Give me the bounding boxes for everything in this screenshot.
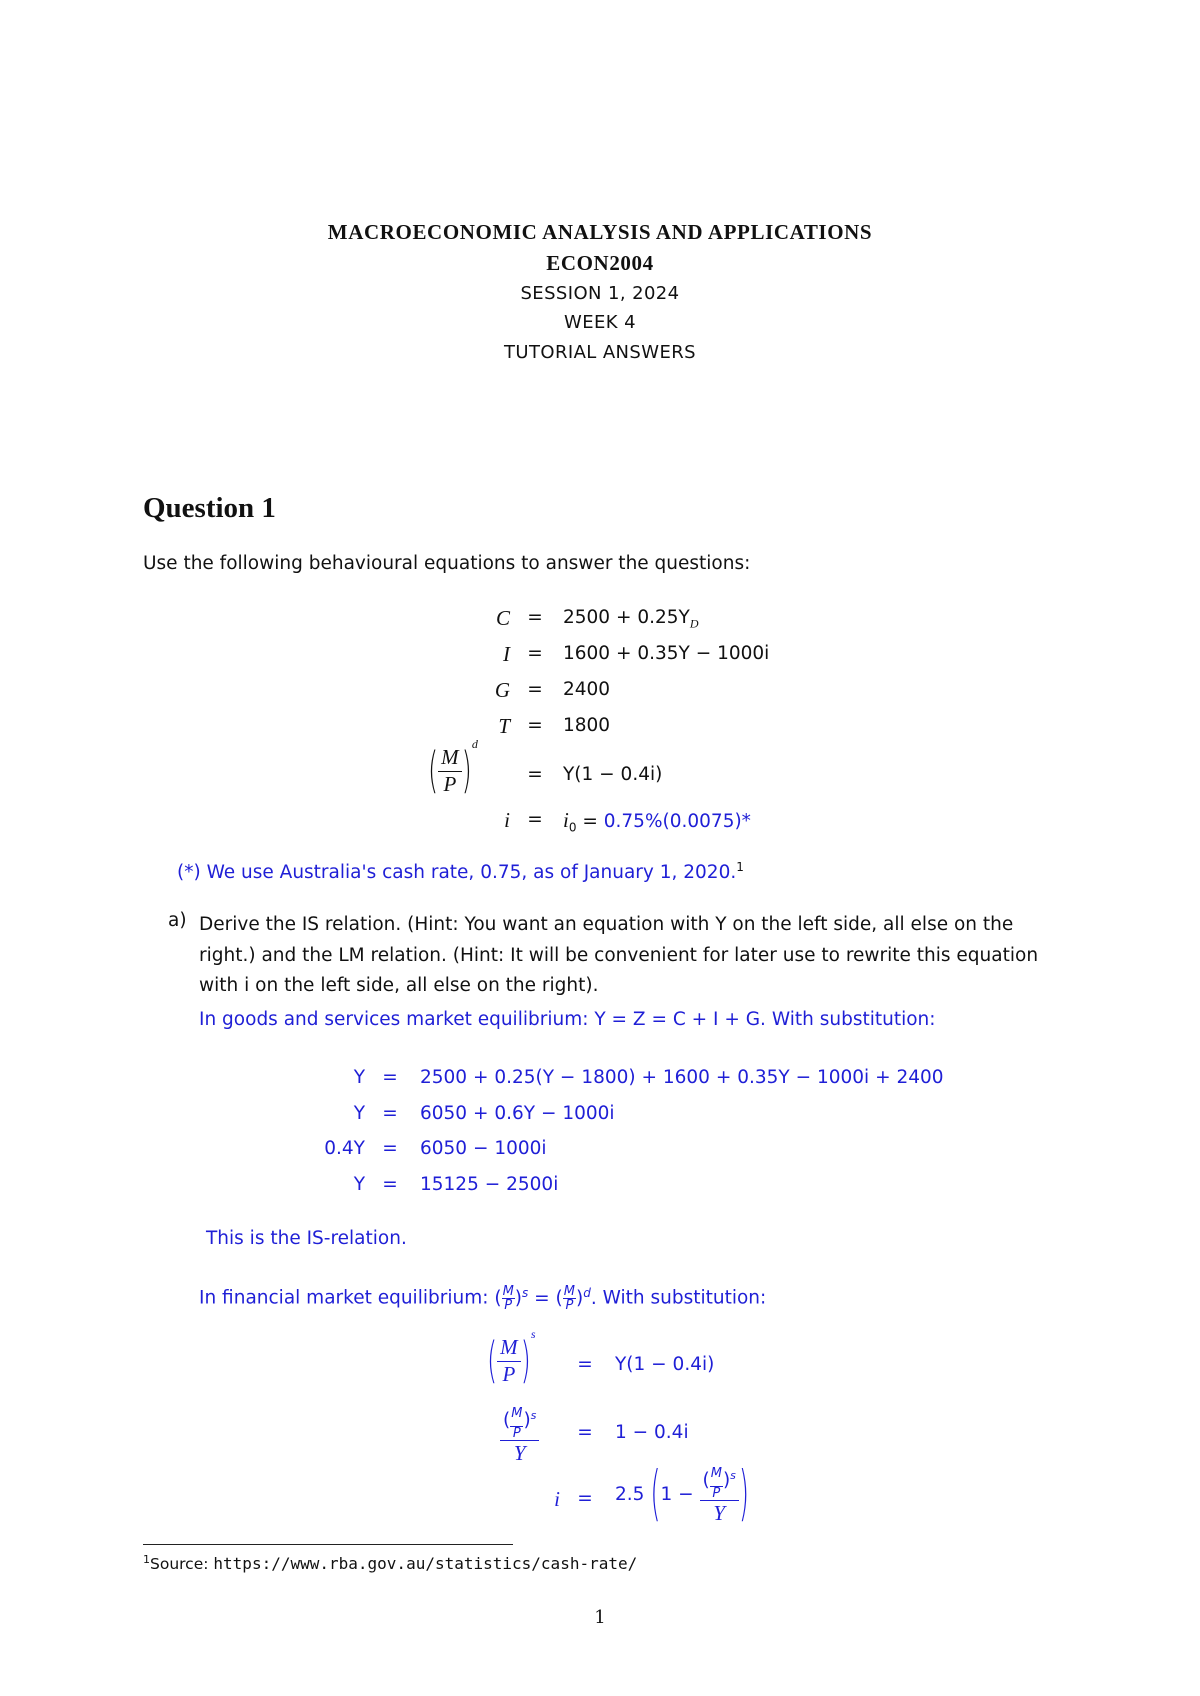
rate-value: 0.75%(0.0075)* — [603, 811, 751, 832]
is-note: This is the IS-relation. — [206, 1228, 407, 1249]
question-title: Question 1 — [143, 492, 276, 524]
c-lhs: C — [495, 606, 510, 630]
goods-market-intro: In goods and services market equilibrium: Y = Z = C + I + G. With substitution: — [199, 1009, 936, 1030]
session-label: SESSION 1, 2024 — [520, 283, 680, 304]
c-rhs: 2500 + 0.25Y — [563, 607, 690, 628]
course-title: MACROECONOMIC ANALYSIS AND APPLICATIONS — [327, 220, 873, 244]
is-step-2-rhs: 6050 + 0.6Y − 1000i — [420, 1103, 615, 1124]
money-demand-lhs: ( $\frac{M}{P}$ )$^d$ — [428, 736, 478, 800]
is-step-3-lhs: 0.4Y — [324, 1138, 365, 1159]
i-rhs: 1600 + 0.35Y − 1000i — [563, 643, 770, 664]
is-step-4-rhs: 15125 − 2500i — [420, 1174, 559, 1195]
lm-coefficient: 2.5 — [615, 1484, 645, 1505]
md-rhs: Y(1 − 0.4i) — [563, 764, 663, 785]
page-number: 1 — [594, 1607, 606, 1628]
i-lhs: I — [503, 642, 510, 666]
cash-rate-note: (*) We use Australia's cash rate, 0.75, as of January 1, 2020. — [177, 862, 737, 884]
week-label: WEEK 4 — [564, 312, 636, 333]
lm-step-2-lhs: ( $\frac{M}{P})^s$ Y — [500, 1402, 539, 1467]
lm-step-1-rhs: Y(1 − 0.4i) — [615, 1354, 715, 1375]
is-step-1-lhs: Y — [353, 1067, 365, 1088]
footnote: $^1$Source: https://www.rba.gov.au/statistics/cash-rate/ — [143, 1553, 638, 1574]
fin-intro-text: In financial market equilibrium: — [199, 1287, 489, 1309]
course-code: ECON2004 — [546, 251, 654, 275]
t-lhs: T — [498, 714, 510, 738]
rate-rhs: i — [563, 808, 569, 832]
lm-step-1-lhs: ( $\frac{M}{P}$ )$^s$ — [487, 1326, 536, 1390]
footnote-url[interactable]: https://www.rba.gov.au/statistics/cash-rate/ — [213, 1554, 638, 1574]
is-step-4-lhs: Y — [353, 1174, 365, 1195]
financial-market-intro: In financial market equilibrium: ( $\frac{M}{P})^s$ = ( $\frac{M}{P})^d$. With substitution: — [199, 1284, 767, 1313]
footnote-label: Source: — [150, 1555, 209, 1574]
t-rhs: 1800 — [563, 715, 611, 736]
lm-step-2-rhs: 1 − 0.4i — [615, 1422, 689, 1443]
is-step-1-rhs: 2500 + 0.25(Y − 1800) + 1600 + 0.35Y − 1000i + 2400 — [420, 1067, 944, 1088]
part-a-label: a) — [168, 910, 187, 931]
footnote-rule — [143, 1544, 513, 1545]
fin-intro-end: With substitution: — [602, 1287, 767, 1309]
g-lhs: G — [494, 678, 510, 702]
question-intro: Use the following behavioural equations to answer the questions: — [143, 553, 751, 574]
lm-step-3-rhs: 2.5 (1 − ( $\frac{M}{P})^s$ Y ) — [615, 1460, 750, 1529]
g-rhs: 2400 — [563, 679, 611, 700]
is-step-2-lhs: Y — [353, 1103, 365, 1124]
part-a-text: Derive the IS relation. (Hint: You want an equation with Y on the left side, all else on the right.) and the LM relation. (Hint: It will be convenient for later use to rewrite this equation with i on the left side, all else on the right). — [199, 914, 1039, 996]
rate-lhs: i — [504, 808, 510, 832]
doc-type-label: TUTORIAL ANSWERS — [504, 342, 696, 363]
is-step-3-rhs: 6050 − 1000i — [420, 1138, 547, 1159]
